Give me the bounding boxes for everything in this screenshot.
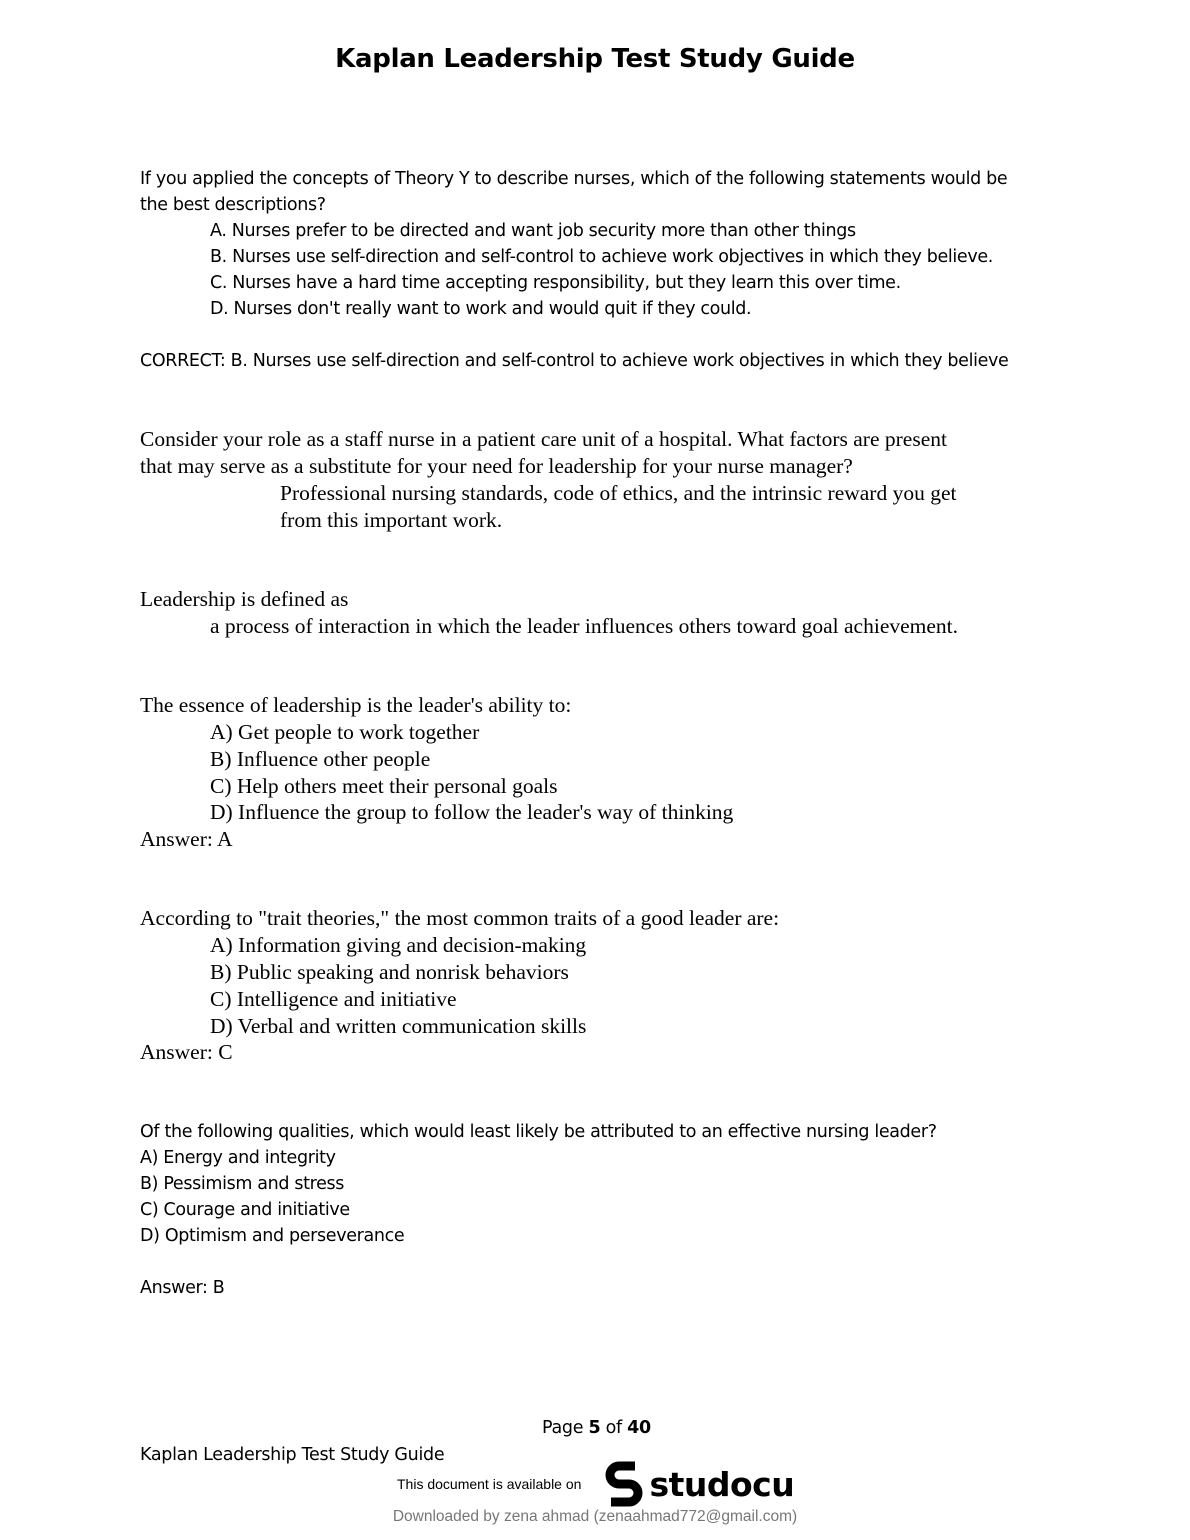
q3-answer: a process of interaction in which the leader influences others toward goal achievement.: [210, 614, 959, 638]
page-number: [542, 1418, 651, 1438]
q5-option-d: D) Verbal and written communication skills: [210, 1014, 587, 1038]
q5-stem: According to "trait theories," the most common traits of a good leader are:: [140, 906, 780, 930]
q6-stem: Of the following qualities, which would least likely be attributed to an effective nursing leader?: [140, 1122, 937, 1142]
q1-option-a: A. Nurses prefer to be directed and want job security more than other things: [210, 221, 856, 241]
q2-answer-line2: from this important work.: [280, 508, 503, 532]
studocu-brand: studocu: [649, 1464, 795, 1504]
q6-answer: Answer: B: [140, 1278, 225, 1298]
q2-stem-line2: that may serve as a substitute for your need for leadership for your nurse manager?: [140, 454, 853, 478]
q1-option-d: D. Nurses don't really want to work and would quit if they could.: [210, 299, 752, 319]
q2-stem-line1: Consider your role as a staff nurse in a patient care unit of a hospital. What factors are present: [140, 427, 947, 451]
q4-option-a: A) Get people to work together: [210, 720, 480, 744]
q4-stem: The essence of leadership is the leader's ability to:: [140, 693, 572, 717]
page-current: 5: [588, 1418, 601, 1438]
q5-option-a: A) Information giving and decision-making: [210, 933, 587, 957]
page-total: 40: [627, 1418, 651, 1438]
footer-doc-title: Kaplan Leadership Test Study Guide: [140, 1445, 445, 1465]
q3-stem: Leadership is defined as: [140, 587, 349, 611]
q4-option-c: C) Help others meet their personal goals: [210, 774, 558, 798]
q6-option-c: C) Courage and initiative: [140, 1200, 350, 1220]
q1-option-b: B. Nurses use self-direction and self-control to achieve work objectives in which they believe.: [210, 247, 993, 267]
q6-option-b: B) Pessimism and stress: [140, 1174, 345, 1194]
q4-option-b: B) Influence other people: [210, 747, 431, 771]
page-of: of: [605, 1418, 622, 1438]
q5-option-c: C) Intelligence and initiative: [210, 987, 457, 1011]
q5-answer: Answer: C: [140, 1040, 233, 1064]
page-prefix: Page: [542, 1418, 584, 1438]
q4-option-d: D) Influence the group to follow the leader's way of thinking: [210, 800, 734, 824]
q1-stem-line2: the best descriptions?: [140, 195, 326, 215]
q1-correct-answer: CORRECT: B. Nurses use self-direction and self-control to achieve work objectives in which they believe: [140, 351, 1009, 371]
q6-option-a: A) Energy and integrity: [140, 1148, 336, 1168]
q6-option-d: D) Optimism and perseverance: [140, 1226, 405, 1246]
available-on-text: This document is available on: [397, 1476, 582, 1492]
q5-option-b: B) Public speaking and nonrisk behaviors: [210, 960, 569, 984]
q1-option-c: C. Nurses have a hard time accepting responsibility, but they learn this over time.: [210, 273, 901, 293]
q4-answer: Answer: A: [140, 827, 233, 851]
page-title: Kaplan Leadership Test Study Guide: [335, 44, 855, 74]
studocu-banner[interactable]: [397, 1460, 794, 1508]
studocu-logo-icon: [605, 1461, 643, 1507]
q2-answer-line1: Professional nursing standards, code of ethics, and the intrinsic reward you get: [280, 481, 957, 505]
downloaded-by-text: Downloaded by zena ahmad (zenaahmad772@gmail.com): [392, 1508, 798, 1525]
q1-stem-line1: If you applied the concepts of Theory Y to describe nurses, which of the following statements would be: [140, 169, 1008, 189]
